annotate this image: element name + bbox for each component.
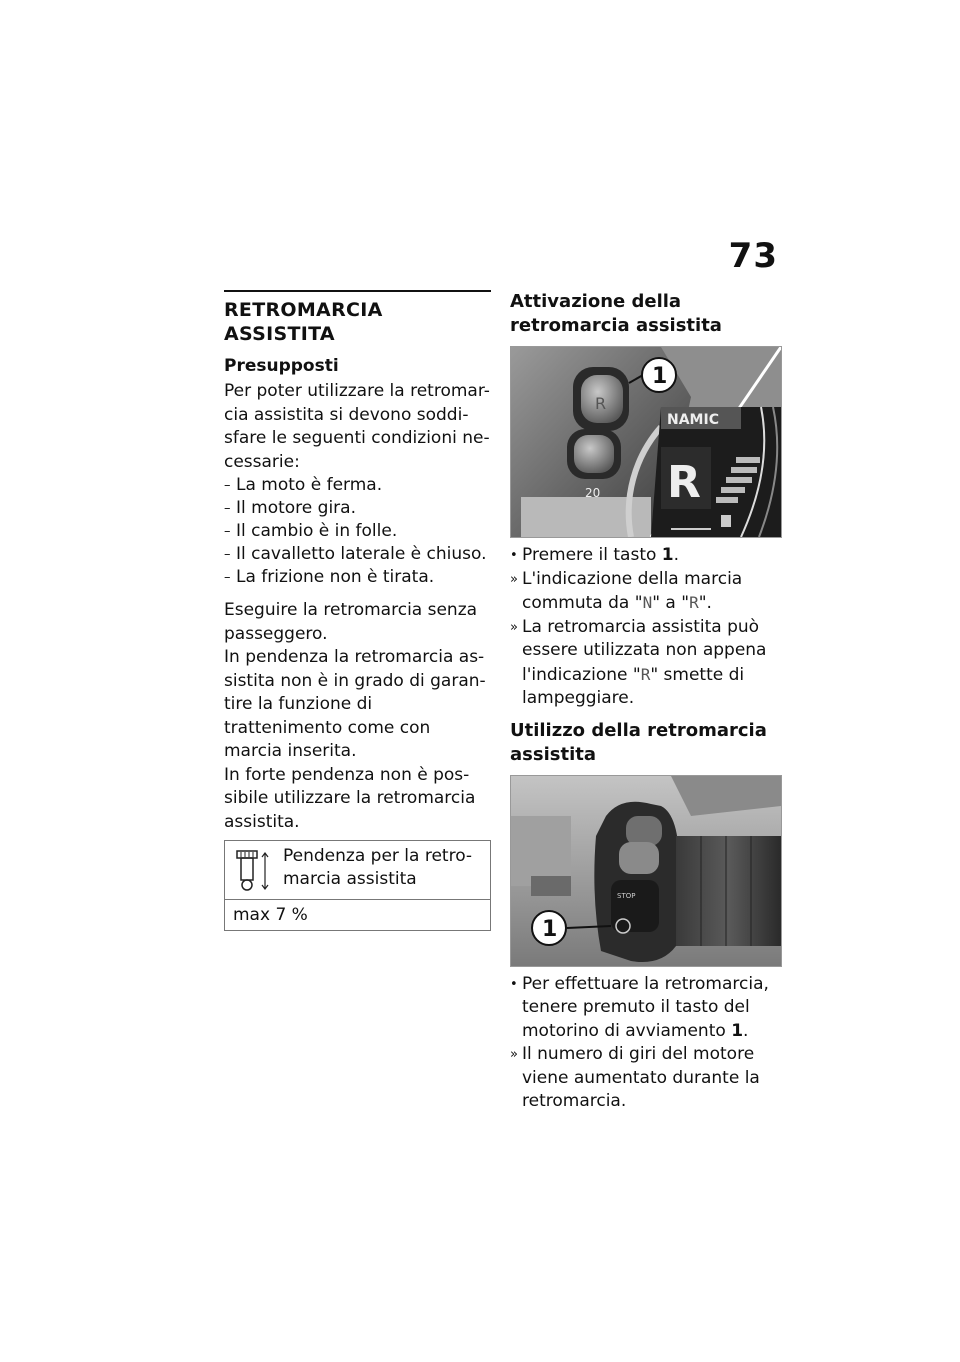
list-item: • Per effettuare la retromarcia, tenere premuto il tasto del motorino di avviamento 1. xyxy=(510,973,769,1041)
right-column xyxy=(510,290,782,1114)
reference-number: 1 xyxy=(731,1020,744,1041)
reference-number: 1 xyxy=(661,545,674,565)
activation-steps xyxy=(510,544,782,711)
list-item: • Premere il tasto 1. xyxy=(510,544,782,568)
gear-code-n: N xyxy=(642,593,653,612)
list-item: – Il cavalletto laterale è chiuso. xyxy=(224,543,491,566)
handlebar-figure xyxy=(510,775,782,967)
page-number: 73 xyxy=(728,236,778,276)
paragraph-passenger: Eseguire la retromarcia senza passeggero. xyxy=(224,600,478,644)
result-marker: » xyxy=(510,1047,518,1062)
list-item: – Il motore gira. xyxy=(224,497,491,520)
list-item: – La moto è ferma. xyxy=(224,474,491,497)
callout-number: 1 xyxy=(652,364,668,389)
intro-paragraph: Per poter utilizzare la retromar-cia assistita si devono soddi-sfare le seguenti condizioni ne-cessarie: xyxy=(224,381,490,472)
speed-label: 20 xyxy=(585,486,601,500)
list-item: – La frizione non è tirata. xyxy=(224,566,491,589)
heading-activation: Attivazione della retromarcia assistita xyxy=(510,291,722,336)
gear-code-r: R xyxy=(640,664,651,684)
list-item: » Il numero di giri del motore viene aumentato durante la retromarcia. xyxy=(510,1044,760,1111)
handlebar-illustration xyxy=(511,776,781,966)
spec-label: Pendenza per la retro-marcia assistita xyxy=(283,846,473,889)
conditions-list xyxy=(224,474,491,589)
section-heading: RETROMARCIA ASSISTITA xyxy=(224,299,383,345)
bullet-marker: • xyxy=(510,548,518,563)
callout-number: 1 xyxy=(542,916,558,942)
slope-gauge-icon xyxy=(235,849,273,893)
result-marker: » xyxy=(510,571,518,587)
usage-steps xyxy=(510,973,782,1114)
display-mode-text: NAMIC xyxy=(667,412,719,428)
gear-code-r: R xyxy=(689,593,699,612)
section-rule xyxy=(224,290,491,292)
left-column xyxy=(224,290,491,931)
button-letter: R xyxy=(595,394,607,413)
paragraph-slope: In pendenza la retromarcia as-sistita non è in grado di garan-tire la funzione di trattenimento come con marcia inserita. xyxy=(224,647,486,761)
dashboard-figure xyxy=(510,346,782,538)
spec-table xyxy=(224,840,491,931)
list-item: » La retromarcia assistita può essere utilizzata non appena l'indicazione "R" smette di lampeggiare. xyxy=(510,616,767,708)
subheading-presupposti: Presupposti xyxy=(224,356,339,376)
switch-label: STOP xyxy=(617,891,636,900)
list-item: » L'indicazione della marcia commuta da "N" a "R". xyxy=(510,568,743,613)
result-marker: » xyxy=(510,619,518,635)
spec-value: max 7 % xyxy=(233,905,308,925)
bullet-marker: • xyxy=(510,976,518,992)
paragraph-steep-slope: In forte pendenza non è pos-sibile utilizzare la retromarcia assistita. xyxy=(224,764,476,832)
spec-table-header xyxy=(225,841,490,900)
list-item: – Il cambio è in folle. xyxy=(224,520,491,543)
heading-usage: Utilizzo della retromarcia assistita xyxy=(510,719,767,765)
gear-indicator: R xyxy=(667,457,701,508)
dashboard-illustration xyxy=(511,347,781,537)
